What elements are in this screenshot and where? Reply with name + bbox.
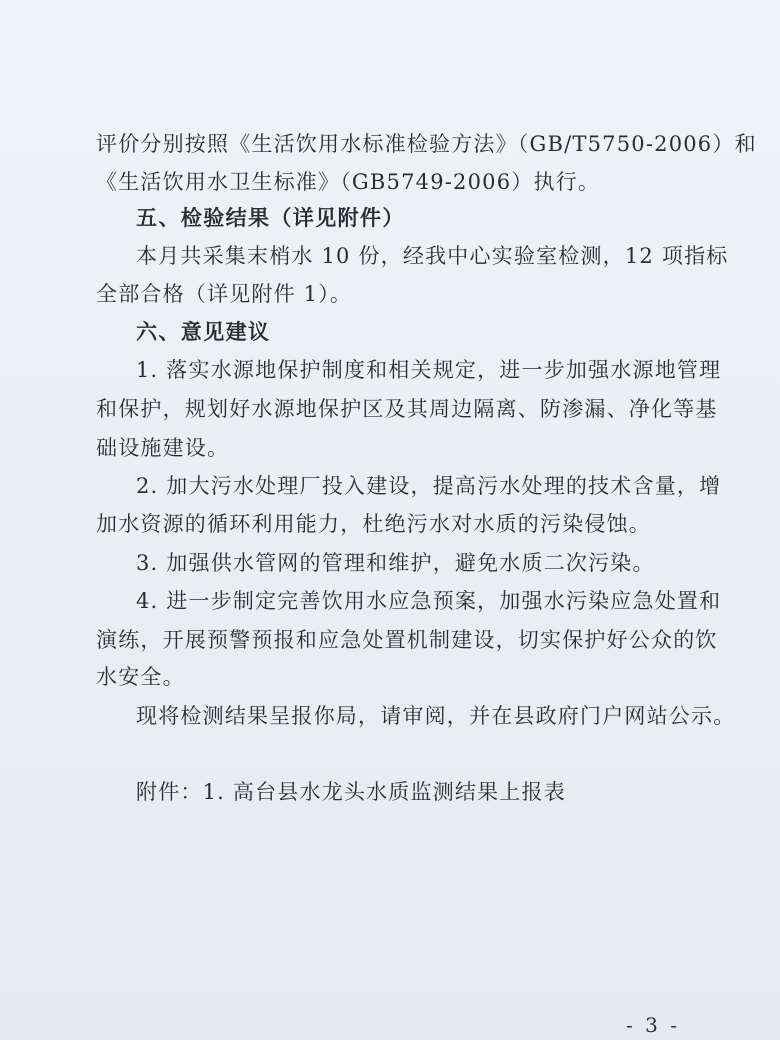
body-text-line: 4. 进一步制定完善饮用水应急预案，加强水污染应急处置和 <box>136 589 722 613</box>
body-text-line: 演练，开展预警预报和应急处置机制建设，切实保护好公众的饮 <box>96 628 718 652</box>
body-text-line: 础设施建设。 <box>96 436 230 460</box>
body-text-line: 全部合格（详见附件 1）。 <box>96 282 353 306</box>
body-text-line: 现将检测结果呈报你局，请审阅，并在县政府门户网站公示。 <box>136 704 736 728</box>
section-heading-suggestions: 六、意见建议 <box>136 319 271 344</box>
body-text-line: 1. 落实水源地保护制度和相关规定，进一步加强水源地管理 <box>136 358 722 382</box>
body-text-line: 加水资源的循环利用能力，杜绝污水对水质的污染侵蚀。 <box>96 512 651 536</box>
attachment-line: 附件：1. 高台县水龙头水质监测结果上报表 <box>136 780 566 804</box>
body-text-line: 评价分别按照《生活饮用水标准检验方法》（GB/T5750-2006）和 <box>96 132 757 156</box>
body-text-line: 本月共采集末梢水 10 份，经我中心实验室检测，12 项指标 <box>136 244 729 268</box>
body-text-line: 《生活饮用水卫生标准》（GB5749-2006）执行。 <box>96 170 601 194</box>
body-text-line: 水安全。 <box>96 665 185 689</box>
section-heading-results: 五、检验结果（详见附件） <box>136 205 405 230</box>
body-text-line: 2. 加大污水处理厂投入建设，提高污水处理的技术含量，增 <box>136 474 722 498</box>
body-text-line: 和保护，规划好水源地保护区及其周边隔离、防渗漏、净化等基 <box>96 397 718 421</box>
page-number: - 3 - <box>626 1013 680 1037</box>
body-text-line: 3. 加强供水管网的管理和维护，避免水质二次污染。 <box>136 551 655 575</box>
